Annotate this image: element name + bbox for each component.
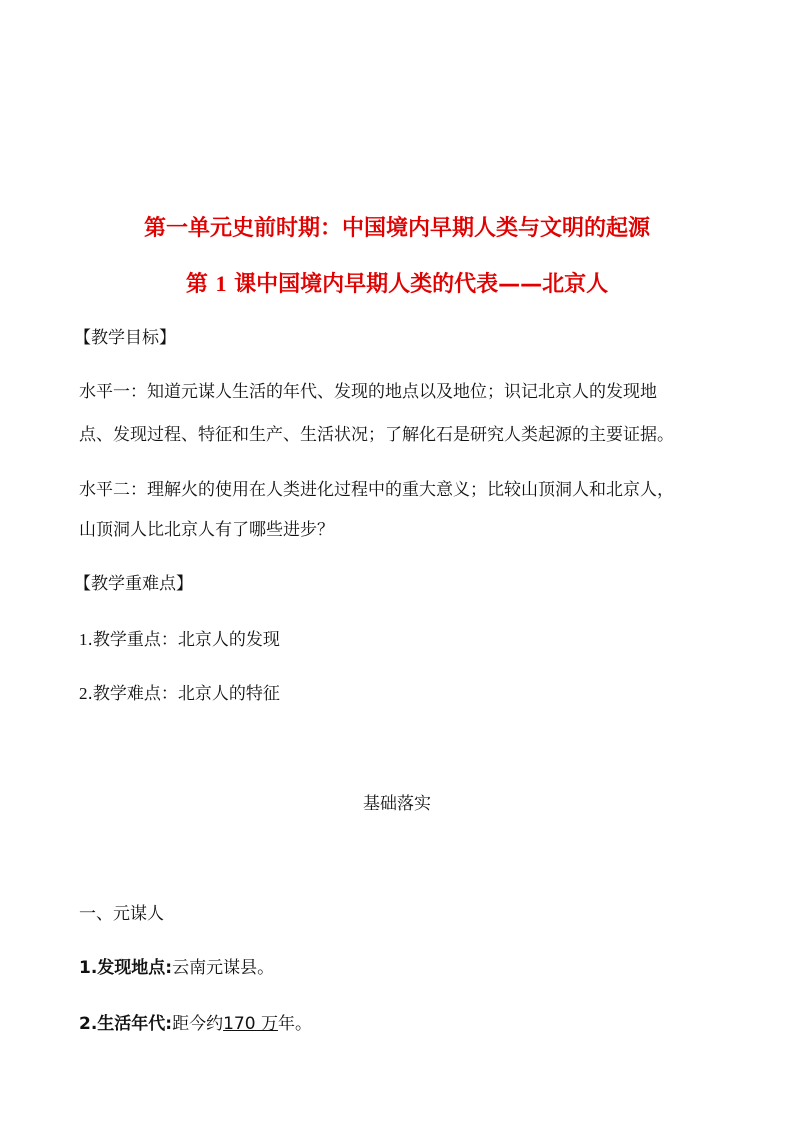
yuanmou-item-2-label: 2.生活年代: bbox=[79, 1014, 173, 1034]
lesson-number: 1 bbox=[215, 271, 227, 296]
yuanmou-item-2 bbox=[79, 1012, 312, 1036]
difficulty-item-2 bbox=[79, 682, 280, 706]
yuanmou-item-2-prefix: 距今约 bbox=[172, 1014, 224, 1034]
yuanmou-item-1-label: 1.发现地点: bbox=[79, 958, 173, 978]
yuanmou-item-1-value: 云南元谋县。 bbox=[172, 958, 275, 978]
objective-level2-line2: 山顶洞人比北京人有了哪些进步？ bbox=[79, 520, 334, 540]
lesson-title-prefix: 第 bbox=[185, 272, 208, 297]
yuanmou-item-1 bbox=[79, 956, 274, 980]
difficulty-item-2-text: .教学难点：北京人的特征 bbox=[87, 684, 280, 704]
section-title-yuanmou: 一、元谋人 bbox=[79, 904, 164, 924]
difficulties-heading: 【教学重难点】 bbox=[74, 574, 193, 594]
yuanmou-item-2-value: 170 万 bbox=[223, 1014, 278, 1034]
lesson-title-rest: 课中国境内早期人类的代表——北京人 bbox=[234, 272, 609, 297]
difficulty-item-1-number: 1 bbox=[79, 630, 88, 649]
objective-level2-line1: 水平二：理解火的使用在人类进化过程中的重大意义；比较山顶洞人和北京人， bbox=[79, 480, 674, 500]
objective-level1-line1: 水平一：知道元谋人生活的年代、发现的地点以及地位；识记北京人的发现地 bbox=[79, 382, 657, 402]
foundation-heading: 基础落实 bbox=[363, 794, 431, 814]
difficulty-item-2-number: 2 bbox=[79, 684, 88, 703]
objective-level1-line2: 点、发现过程、特征和生产、生活状况；了解化石是研究人类起源的主要证据。 bbox=[79, 425, 674, 445]
objectives-heading: 【教学目标】 bbox=[74, 328, 176, 348]
lesson-title bbox=[0, 269, 794, 300]
yuanmou-item-2-suffix: 年。 bbox=[277, 1014, 312, 1034]
difficulty-item-1-text: .教学重点：北京人的发现 bbox=[87, 630, 280, 650]
unit-title: 第一单元史前时期：中国境内早期人类与文明的起源 bbox=[143, 216, 650, 241]
difficulty-item-1 bbox=[79, 628, 280, 652]
